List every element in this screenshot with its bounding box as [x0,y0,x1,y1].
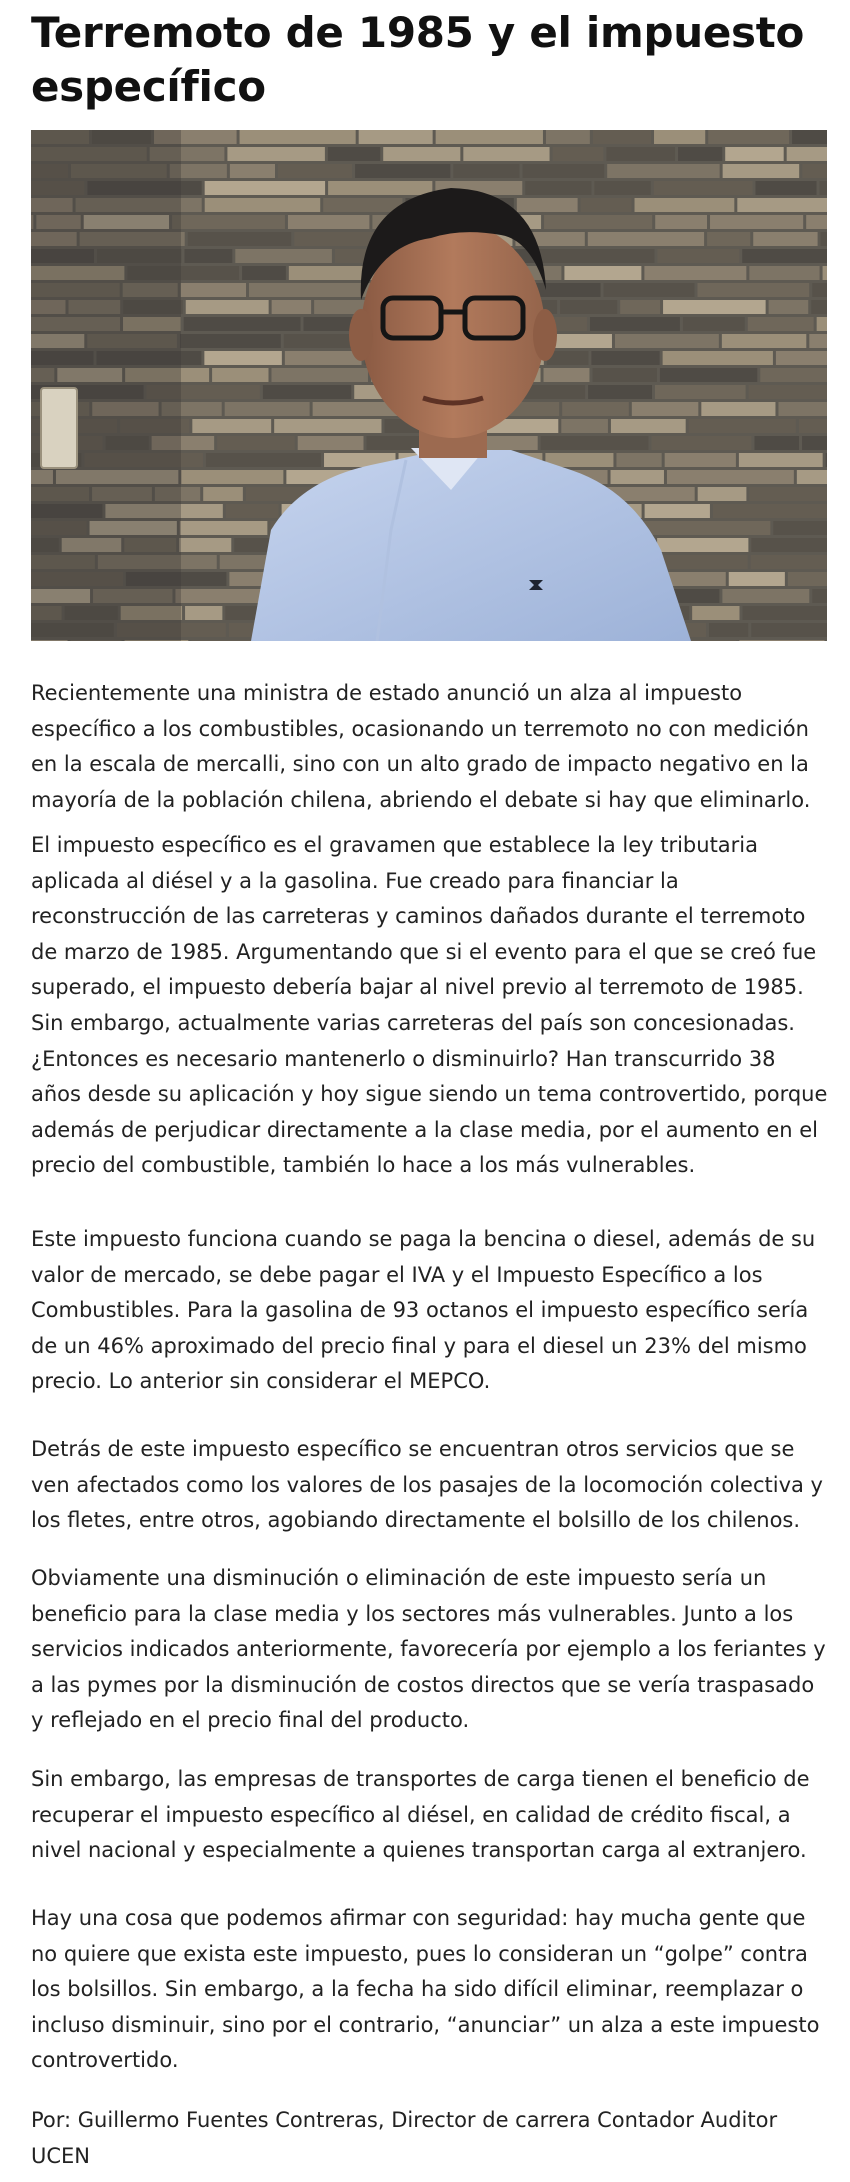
wall-brick [263,385,351,399]
wall-brick [811,300,827,314]
wall-brick [186,300,269,314]
wall-brick [272,300,311,314]
wall-brick [203,487,243,501]
wall-brick [206,453,321,467]
wall-brick [787,147,827,161]
wall-brick [355,164,450,178]
wall-brick [592,368,656,382]
wall-brick [240,130,356,144]
wall-brick [525,181,591,195]
wall-brick [225,402,310,416]
wall-brick [591,351,659,365]
wall-brick [249,283,372,297]
wall-brick [644,266,746,280]
wall-brick [739,453,823,467]
wall-brick [359,130,433,144]
wall-brick [588,232,704,246]
wall-brick [607,164,719,178]
wall-brick [809,334,827,348]
wall-brick [657,249,739,263]
byline: Por: Guillermo Fuentes Contreras, Director de carrera Contador Auditor UCEN [31,2108,778,2168]
wall-brick [538,249,655,263]
wall-brick [180,334,281,348]
wall-brick [739,640,824,641]
wall-brick [205,198,321,212]
wall-brick [778,402,827,416]
wall-brick [179,538,231,552]
paragraph: Detrás de este impuesto específico se encuentran otros servicios que se ven afectados como los valores de los pasajes de la locomoción colectiva y los fletes, entre otros, agobiando directamente el bolsillo de los chilenos. [31,1437,823,1533]
wall-brick [615,334,719,348]
paragraph: Recientemente una ministra de estado anunció un alza al impuesto específico a los combustibles, ocasionando un terremoto no con medición en la escala de mercalli, sino con un alto grado de impacto negativo en la mayoría de la población chilena, abriendo el debate si hay que eliminarlo. [31,681,811,812]
portrait-photo [31,130,827,641]
wall-brick [678,147,722,161]
wall-brick [588,385,652,399]
wall-brick [278,164,352,178]
wall-brick [655,385,746,399]
wall-brick [523,164,605,178]
wall-brick [659,555,748,569]
wall-brick [760,368,827,382]
wall-brick [698,487,747,501]
wall-brick [606,147,675,161]
wall-brick [802,436,827,450]
wall-brick [654,130,705,144]
wall-brick [713,504,827,518]
wall-brick [235,249,332,263]
wall-brick [611,470,664,484]
wall-brick [737,198,827,212]
wall-brick [722,334,806,348]
wall-brick [743,606,827,620]
wall-brick [383,147,460,161]
wall-brick [561,419,608,433]
wall-brick [181,283,246,297]
wall-brick [590,317,680,331]
wall-brick [242,266,286,280]
wall-brick [205,181,325,195]
wall-brick [689,419,796,433]
wall-brick [799,419,827,433]
wall-brick [821,232,827,246]
wall-brick [683,317,745,331]
wall-brick [802,164,827,178]
wall-brick [749,385,827,399]
wall-brick [541,436,649,450]
wall-brick [755,181,816,195]
wall-brick [544,215,652,229]
wall-brick [593,130,651,144]
wall-brick [660,368,757,382]
wall-brick [288,215,369,229]
wall-brick [651,436,751,450]
wall-brick [546,130,590,144]
wall-brick [181,470,283,484]
wall-brick [185,606,222,620]
wall-brick [594,181,650,195]
wall-brick [657,538,748,552]
wall-brick [749,487,827,501]
wall-brick [616,453,661,467]
wall-brick [797,470,827,484]
wall-brick [806,215,827,229]
wall-brick [560,300,617,314]
wall-brick [212,368,268,382]
wall-brick [328,147,380,161]
wall-brick [812,589,827,603]
wall-brick [788,572,827,586]
paragraph: El impuesto específico es el gravamen que establece la ley tributaria aplicada al diésel y a la gasolina. Fue creado para financiar la reconstrucción de las carreteras y caminos dañados durante el terremoto de marzo de 1985. Argumentando que si el evento para el que se creó fue superado, el impuesto debería bajar al nivel previo al terremoto de 1985. Sin embargo, actualmente varias carreteras del país son concesionadas. ¿Entonces es necesario mantenerlo o disminuirlo? Han transcurrido 38 años desde su aplicación y hoy sigue siendo un tema controvertido, porque además de perjudicar directamente a la clase media, por el aumento en el precio del combustible, también lo hace a los más vulnerables. [31,833,828,1178]
wall-brick [812,283,827,297]
wall-brick [323,198,402,212]
wall-brick [536,283,600,297]
wall-brick [701,402,775,416]
wall-brick [564,266,641,280]
wall-brick [180,521,268,535]
wall-brick [328,181,432,195]
article-photo [31,130,827,641]
wall-brick [226,504,279,518]
wall-brick [645,504,710,518]
wall-brick [611,419,686,433]
wall-brick [436,130,543,144]
wall-brick [635,198,735,212]
wall-brick [823,266,827,280]
wall-brick [644,521,770,535]
paragraph: Hay una cosa que podemos afirmar con seguridad: hay mucha gente que no quiere que exista este impuesto, pues lo consideran un “golpe” contra los bolsillos. Sin embargo, a la fecha ha sido difícil eliminar, reemplazar o incluso disminuir, sino por el contrario, “anunciar” un alza a este impuesto controvertido. [31,1906,820,2073]
wall-brick [667,470,794,484]
wall-brick [710,215,803,229]
wall-brick [709,623,748,637]
article-title: Terremoto de 1985 y el impuesto específico [31,8,805,111]
paragraph: Sin embargo, las empresas de transportes de carga tienen el beneficio de recuperar el impuesto específico al diésel, en calidad de crédito fiscal, a nivel nacional y especialmente a quienes transportan carga al extranjero. [31,1767,810,1863]
wall-brick [792,130,827,144]
wall-brick [453,164,519,178]
paragraph: Obviamente una disminución o eliminación de este impuesto sería un beneficio para la clase media y los sectores más vulnerables. Junto a los servicios indicados anteriormente, favorecería por ejemplo a los feriantes y a las pymes por la disminución de costos directos que se vería traspasado y reflejado en el precio final del producto. [31,1566,826,1733]
wall-brick [722,589,809,603]
wall-brick [749,266,819,280]
wall-brick [665,453,736,467]
wall-brick [271,368,367,382]
wall-brick [298,436,364,450]
wall-brick [654,181,753,195]
wall-brick [463,147,549,161]
wall-brick [742,249,827,263]
wall-brick [604,283,695,297]
wall-brick [620,300,660,314]
wall-brick [184,249,232,263]
wall-brick [663,300,766,314]
wall-brick [751,623,827,637]
wall-brick [708,130,789,144]
wall-brick [819,181,827,195]
wall-brick [204,351,281,365]
wall-brick [755,436,800,450]
wall-brick [274,419,381,433]
wall-brick [517,198,578,212]
wall-brick [581,198,632,212]
wall-brick [663,351,773,365]
wall-brick [697,283,809,297]
wall-brick [544,368,590,382]
wall-brick [817,317,827,331]
wall-brick [725,147,783,161]
wall-brick [769,300,809,314]
wall-brick [229,572,266,586]
wall-brick [285,351,362,365]
wall-brick [230,164,275,178]
wall-brick [748,317,814,331]
wall-brick [723,164,800,178]
wall-brick [826,453,827,467]
wall-brick [655,215,707,229]
wall-brick [692,606,739,620]
wall-brick [553,147,604,161]
wall-brick [729,572,785,586]
wall-brick [217,436,295,450]
wall-brick [773,521,827,535]
wall-brick [632,402,699,416]
wall-brick [707,232,750,246]
wall-brick [192,419,271,433]
wall-brick [751,538,827,552]
wall-brick [188,232,291,246]
wall-brick [172,215,285,229]
paragraph: Este impuesto funciona cuando se paga la bencina o diesel, además de su valor de mercado, se debe pagar el IVA y el Impuesto Específico a los Combustibles. Para la gasolina de 93 octanos el impuesto específico sería de un 46% aproximado del precio final y para el diesel un 23% del mismo precio. Lo anterior sin considerar el MEPCO. [31,1227,816,1394]
wall-brick [562,402,629,416]
wall-brick [184,317,301,331]
wall-brick [227,147,324,161]
wall-brick [776,351,827,365]
wall-brick [751,555,827,569]
wall-brick [753,232,817,246]
